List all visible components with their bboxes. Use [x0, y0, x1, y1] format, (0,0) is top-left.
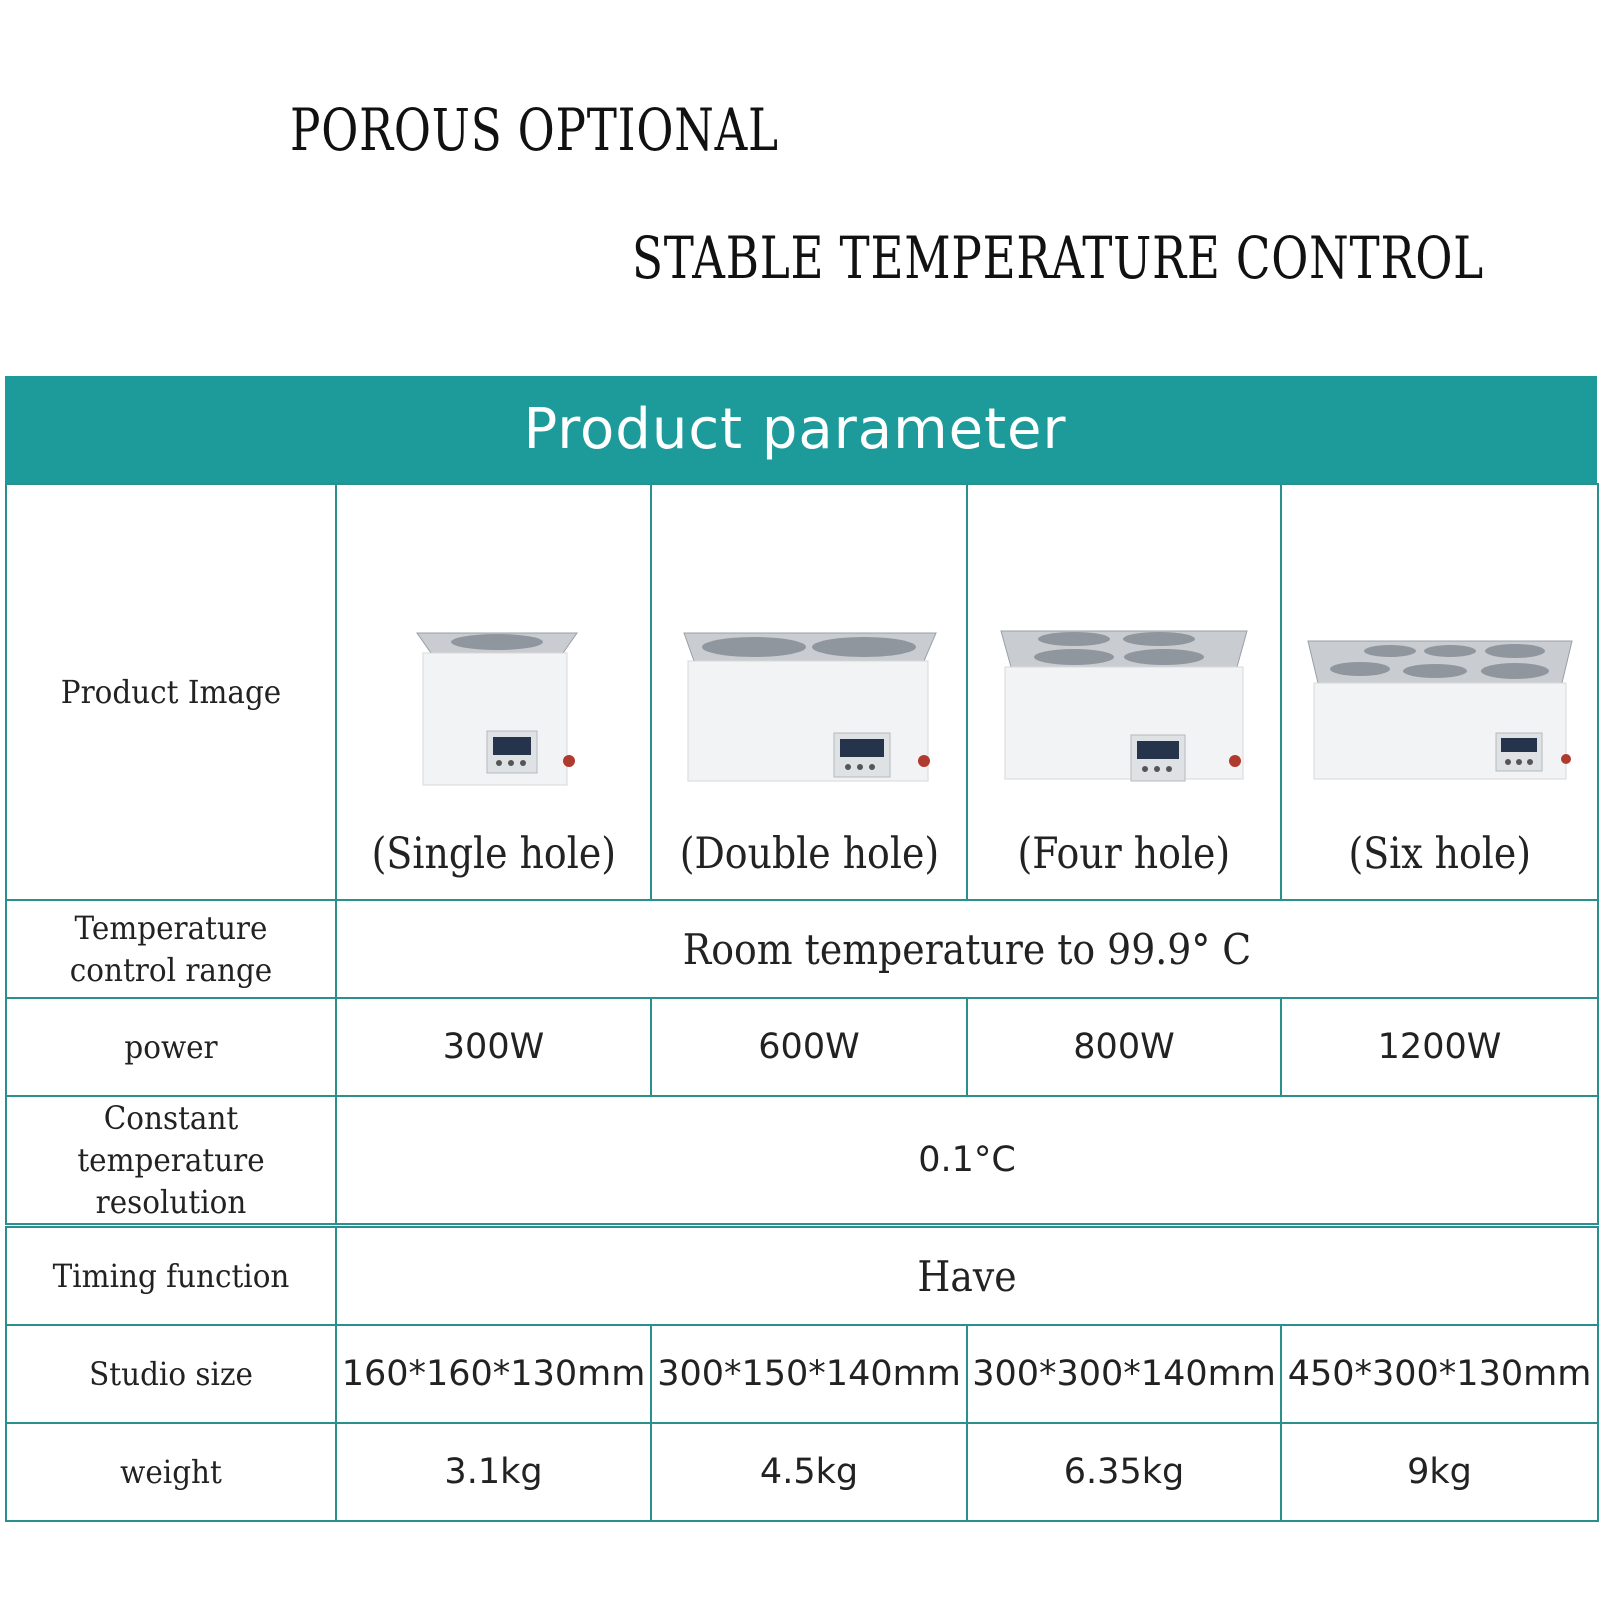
double-hole-water-bath-image	[674, 611, 944, 801]
row-label-temperature-range: Temperature control range	[69, 909, 273, 989]
heading-porous-optional: POROUS OPTIONAL	[290, 96, 779, 164]
timing-function-value: Have	[917, 1251, 1017, 1301]
product-double-hole	[652, 485, 966, 899]
power-value: 300W	[442, 1027, 545, 1067]
heading-stable-temperature-control: STABLE TEMPERATURE CONTROL	[632, 224, 1485, 292]
power-value: 600W	[758, 1027, 860, 1067]
product-parameter-banner: Product parameter	[5, 376, 1597, 483]
row-label-weight: weight	[120, 1453, 222, 1491]
studio-size-value: 160*160*130mm	[341, 1354, 646, 1394]
four-hole-water-bath-image	[989, 601, 1259, 801]
power-value: 1200W	[1377, 1027, 1502, 1067]
row-label-studio-size: Studio size	[89, 1355, 253, 1393]
table-row-weight	[6, 1423, 1598, 1521]
table-row-studio-size	[6, 1325, 1598, 1423]
studio-size-value: 300*150*140mm	[657, 1354, 961, 1394]
studio-size-value: 300*300*140mm	[972, 1354, 1276, 1394]
row-label-resolution: Constant temperature resolution	[77, 1099, 265, 1221]
table-row-resolution	[6, 1096, 1598, 1226]
weight-value: 9kg	[1407, 1452, 1472, 1492]
row-label-product-image: Product Image	[60, 673, 282, 711]
caption-four-hole: (Four hole)	[1017, 829, 1231, 879]
weight-value: 3.1kg	[444, 1452, 543, 1492]
table-row-temperature-range	[6, 900, 1598, 998]
table-row-power	[6, 998, 1598, 1096]
product-parameter-panel	[5, 376, 1597, 1522]
power-value: 800W	[1073, 1027, 1175, 1067]
studio-size-value: 450*300*130mm	[1287, 1354, 1592, 1394]
caption-single-hole: (Single hole)	[371, 829, 616, 879]
table-row-product-image	[6, 484, 1598, 900]
product-six-hole	[1282, 485, 1597, 899]
resolution-value: 0.1°C	[918, 1140, 1016, 1180]
caption-six-hole: (Six hole)	[1348, 829, 1531, 879]
caption-double-hole: (Double hole)	[679, 829, 939, 879]
row-label-timing-function: Timing function	[52, 1257, 290, 1295]
parameter-table	[5, 483, 1599, 1522]
row-label-power: power	[124, 1028, 218, 1066]
product-single-hole	[337, 485, 650, 899]
six-hole-water-bath-image	[1300, 611, 1580, 801]
table-row-timing-function	[6, 1226, 1598, 1326]
temperature-range-value: Room temperature to 99.9° C	[682, 924, 1252, 974]
weight-value: 6.35kg	[1063, 1452, 1185, 1492]
single-hole-water-bath-image	[399, 611, 589, 801]
product-four-hole	[968, 485, 1280, 899]
weight-value: 4.5kg	[759, 1452, 859, 1492]
